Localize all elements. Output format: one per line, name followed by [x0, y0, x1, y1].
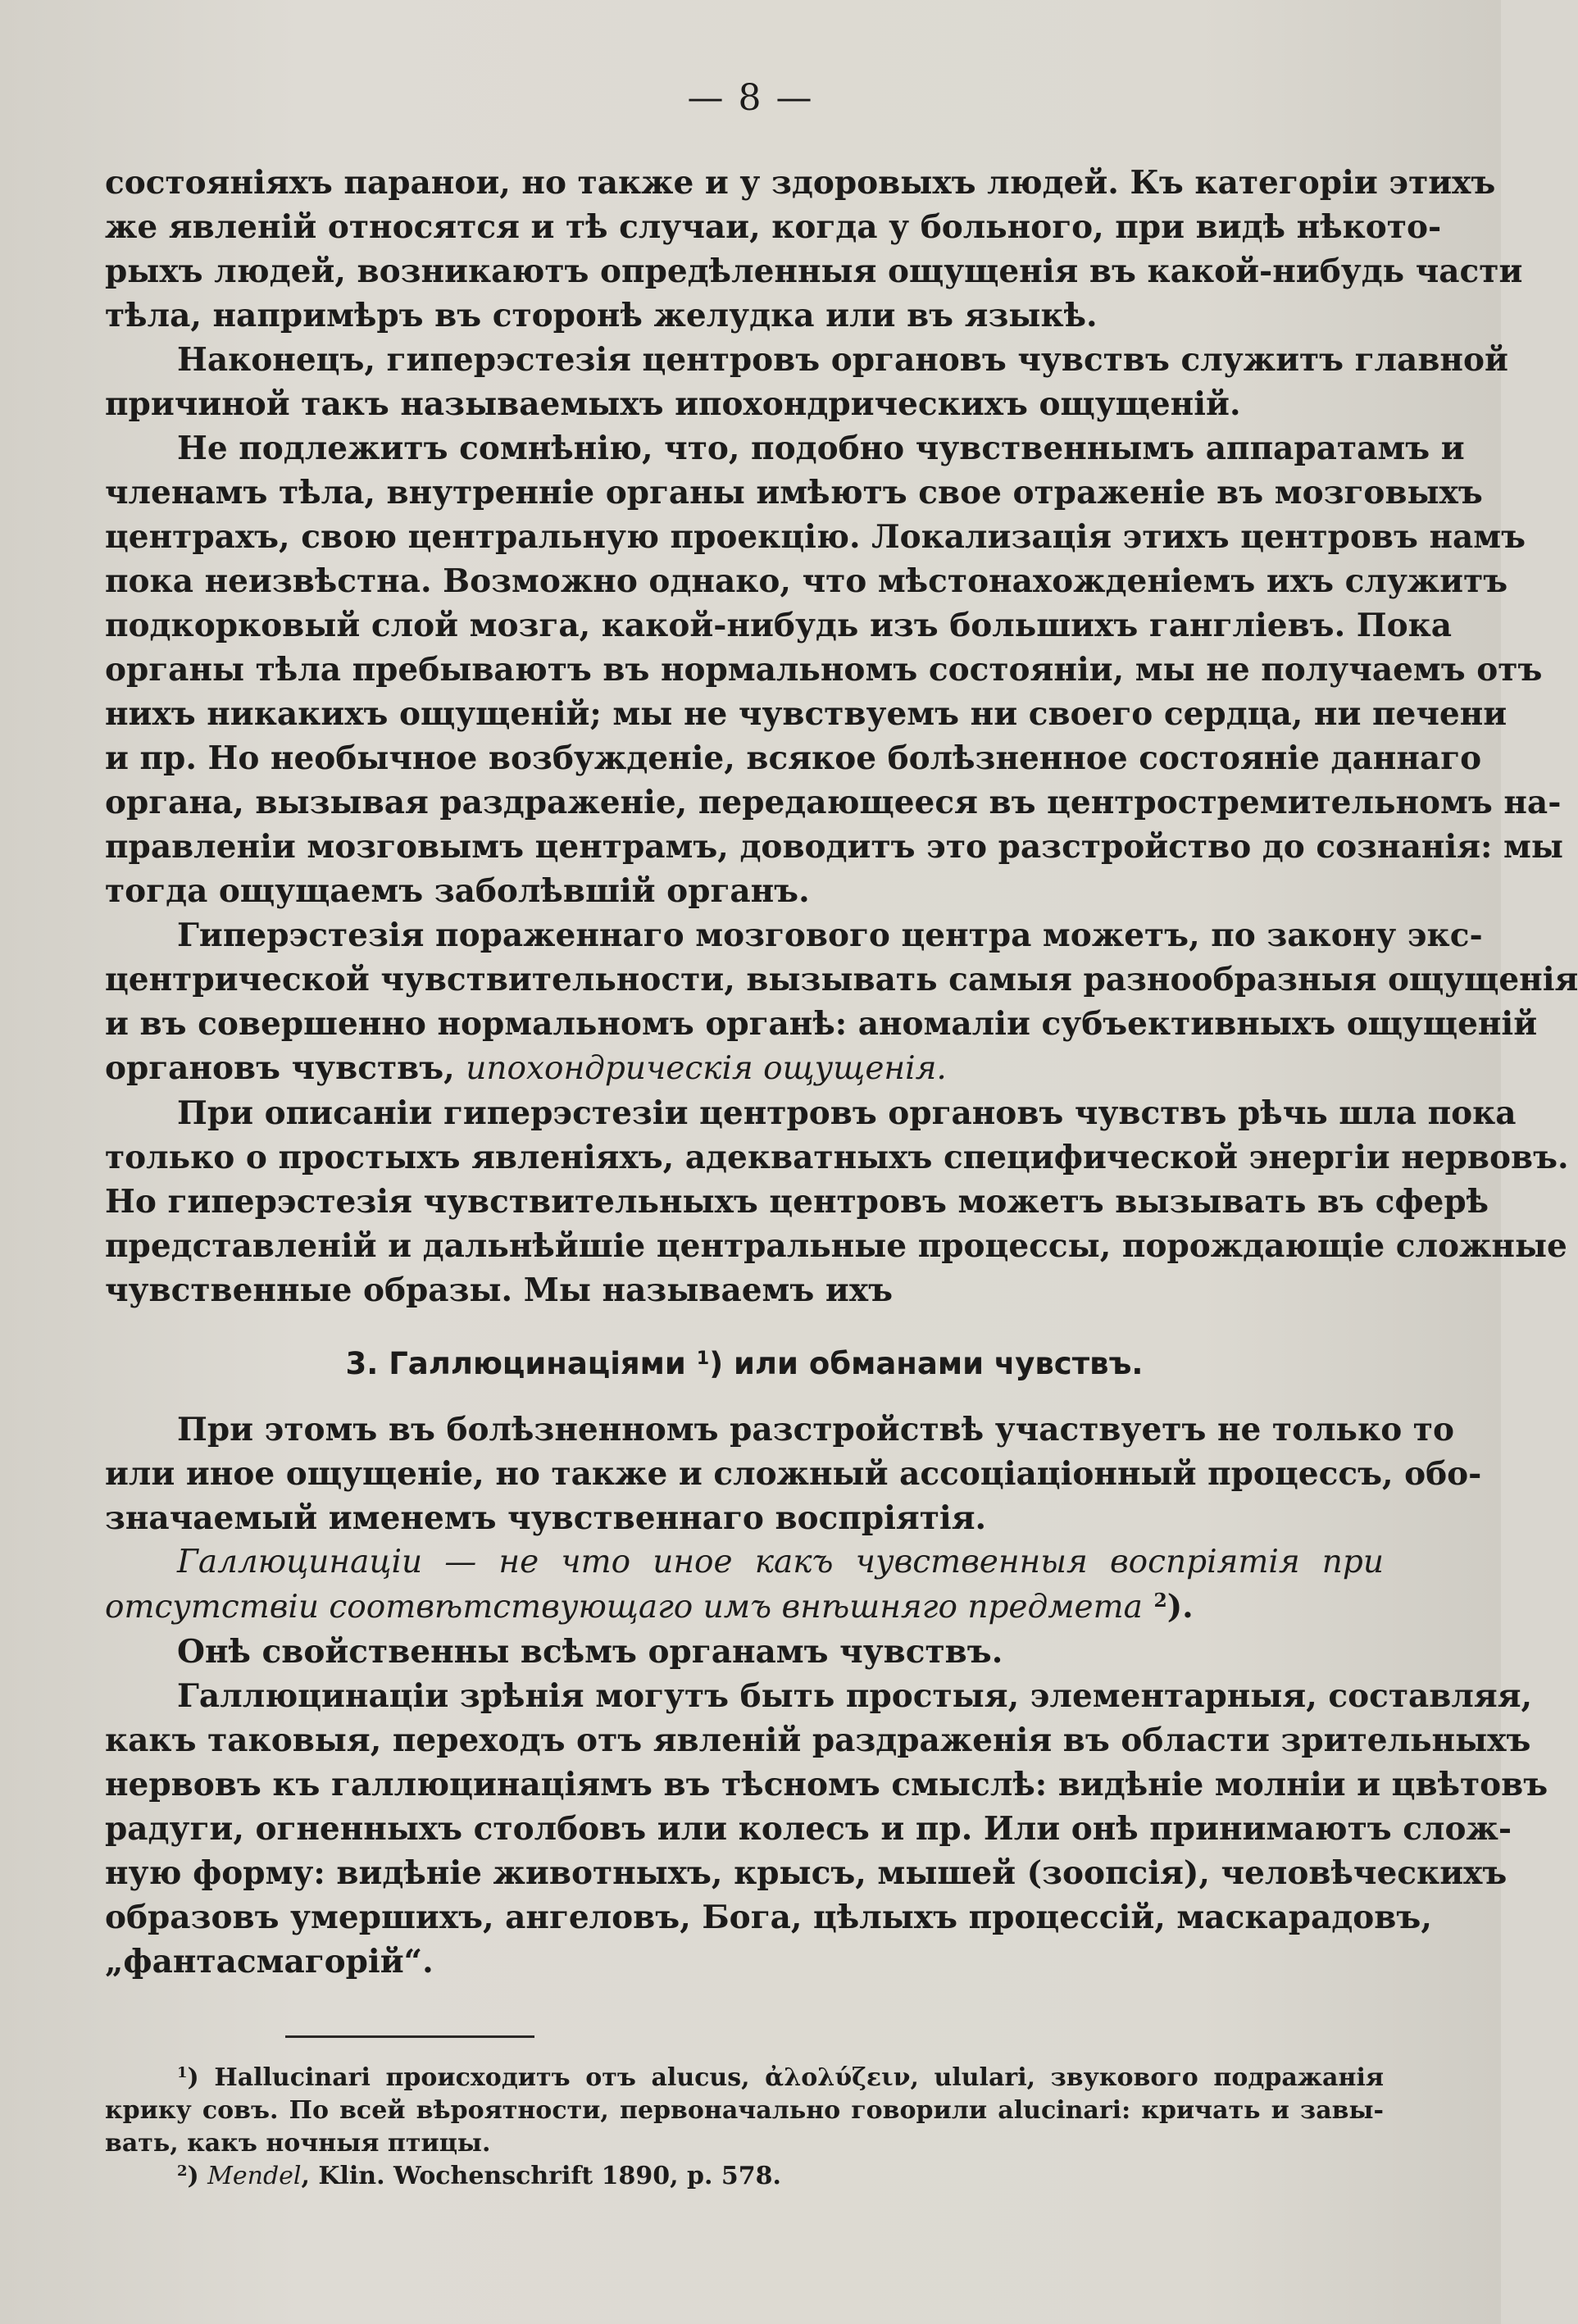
text-line	[105, 692, 1508, 736]
text-line-content: органы тѣла пребываютъ въ нормальномъ состояніи, мы не получаемъ отъ	[105, 651, 1543, 689]
text-line	[105, 1496, 1384, 1540]
text-line	[105, 1630, 1384, 1674]
text-line	[105, 780, 1562, 825]
text-line	[105, 1807, 1512, 1851]
text-line	[105, 1851, 1508, 1895]
text-line	[105, 471, 1483, 515]
text-line-content: тѣла, напримѣръ въ сторонѣ желудка или въ языкѣ.	[105, 297, 1098, 334]
footnotes	[105, 2062, 1384, 2193]
paragraph-block-2	[105, 1408, 1482, 1540]
text-line-content: органа, вызывая раздраженіе, передающееся въ центростремительномъ на-	[105, 784, 1562, 821]
footnote-2-mark: 2	[177, 2163, 188, 2181]
paragraph-block-1	[105, 161, 1578, 1312]
text-line-content: Наконецъ, гиперэстезія центровъ органовъ чувствъ служитъ главной	[177, 341, 1508, 379]
text-line-content: При этомъ въ болѣзненномъ разстройствѣ участвуетъ не только то	[177, 1411, 1454, 1449]
definition-tail: ).	[1166, 1588, 1194, 1626]
text-line-content: образовъ умершихъ, ангеловъ, Бога, цѣлыхъ процессій, маскарадовъ,	[105, 1899, 1432, 1936]
footnote-2-line: $^2$) Mendel, Klin. Wochenschrift 1890, p. 578.	[177, 2162, 781, 2190]
text-line	[105, 515, 1526, 559]
text-line	[105, 1452, 1482, 1496]
text-line	[105, 869, 1384, 913]
text-line	[105, 559, 1508, 603]
text-line-content: же явленій относятся и тѣ случаи, когда у больного, при видѣ нѣкото-	[105, 208, 1442, 246]
italic-phrase: ипохондрическія ощущенія.	[466, 1050, 947, 1087]
text-line	[105, 825, 1563, 869]
text-line-content: представленій и дальнѣйшіе центральные процессы, порождающіе сложные	[105, 1227, 1567, 1265]
text-line	[105, 338, 1508, 382]
footnote-divider	[285, 2035, 534, 2038]
text-line-content: При описаніи гиперэстезіи центровъ органовъ чувствъ рѣчь шла пока	[177, 1094, 1517, 1132]
text-line	[105, 382, 1384, 426]
text-line-content: какъ таковыя, переходъ отъ явленій раздраженія въ области зрительныхъ	[105, 1721, 1531, 1759]
footnote-2-author: Mendel	[207, 2162, 302, 2190]
text-line	[105, 1674, 1533, 1718]
text-line	[105, 913, 1483, 957]
text-line	[105, 957, 1578, 1002]
footnote-1-line-3: вать, какъ ночныя птицы.	[105, 2129, 491, 2158]
text-line-content: ную форму: видѣніе животныхъ, крысъ, мышей (зоопсія), человѣческихъ	[105, 1854, 1508, 1892]
footnote-1-line-2: крику совъ. По всей вѣроятности, первоначально говорили alucinari: кричать и завы-	[105, 2096, 1384, 2125]
footnote-ref-2: 2	[1153, 1589, 1167, 1612]
text-line-content: нервовъ къ галлюцинаціямъ въ тѣсномъ смыслѣ: видѣніе молніи и цвѣтовъ	[105, 1766, 1548, 1803]
text-line-content: и пр. Но необычное возбужденіе, всякое болѣзненное состояніе даннаго	[105, 739, 1482, 777]
text-line	[105, 736, 1482, 780]
text-line	[105, 1940, 1384, 1984]
text-line-content: значаемый именемъ чувственнаго воспріятія.	[105, 1499, 987, 1537]
text-line-content: нихъ никакихъ ощущеній; мы не чувствуемъ ни своего сердца, ни печени	[105, 695, 1508, 733]
page-number: — 8 —	[687, 77, 814, 119]
footnote-1-text-1: Hallucinari происходитъ отъ alucus, ἀλολύζειν, ululari, звукового подражанія	[214, 2063, 1385, 2092]
text-line	[105, 1046, 1384, 1091]
text-line-content: радуги, огненныхъ столбовъ или колесъ и пр. Или онѣ принимаютъ слож-	[105, 1810, 1512, 1848]
definition-line-1: Галлюцинаціи — не что иное какъ чувственныя воспріятія при	[177, 1544, 1384, 1580]
body-text	[105, 161, 1578, 1984]
definition-line-2	[105, 1585, 1384, 1630]
text-line-content: центрахъ, свою центральную проекцію. Локализація этихъ центровъ намъ	[105, 518, 1526, 556]
text-line-content: органовъ чувствъ,	[105, 1049, 466, 1087]
text-line-content: только о простыхъ явленіяхъ, адекватныхъ специфической энергіи нервовъ.	[105, 1139, 1569, 1176]
paragraph-block-3	[105, 1630, 1548, 1984]
text-line-content: чувственные образы. Мы называемъ ихъ	[105, 1271, 894, 1309]
text-line	[105, 249, 1523, 293]
text-line-content: Но гиперэстезія чувствительныхъ центровъ можетъ вызывать въ сферѣ	[105, 1183, 1489, 1221]
text-line	[105, 161, 1496, 205]
text-line-content: правленіи мозговымъ центрамъ, доводитъ это разстройство до сознанія: мы	[105, 828, 1563, 866]
text-line-content: подкорковый слой мозга, какой-нибудь изъ большихъ гангліевъ. Пока	[105, 607, 1453, 644]
text-line-content: и въ совершенно нормальномъ органѣ: аномаліи субъективныхъ ощущеній	[105, 1005, 1538, 1043]
text-line-content: членамъ тѣла, внутренніе органы имѣютъ свое отраженіе въ мозговыхъ	[105, 474, 1483, 512]
text-line	[105, 603, 1453, 648]
text-line-content: Гиперэстезія пораженнаго мозгового центра можетъ, по закону экс-	[177, 916, 1483, 954]
text-line	[105, 1408, 1454, 1452]
text-line	[105, 1224, 1567, 1268]
text-line	[105, 1268, 1384, 1312]
text-line-content: „фантасмагорій“.	[105, 1943, 434, 1981]
footnote-ref-1: 1	[696, 1347, 710, 1369]
text-line-content: Не подлежитъ сомнѣнію, что, подобно чувственнымъ аппаратамъ и	[177, 430, 1465, 467]
text-line	[105, 205, 1442, 249]
text-line-content: состояніяхъ паранои, но также и у здоровыхъ людей. Къ категоріи этихъ	[105, 164, 1496, 202]
footnote-2-text: , Klin. Wochenschrift 1890, p. 578.	[301, 2162, 781, 2190]
section-heading-rest: или обманами чувствъ.	[723, 1346, 1144, 1381]
text-line-content: рыхъ людей, возникаютъ опредѣленныя ощущенія въ какой-нибудь части	[105, 252, 1523, 290]
definition-line-2-text: отсутствіи соотвѣтствующаго имъ внѣшняго предмета	[105, 1589, 1143, 1626]
footnote-1-mark: 1	[177, 2064, 188, 2082]
text-line-content: центрической чувствительности, вызывать самыя разнообразныя ощущенія	[105, 961, 1578, 998]
text-line-content: или иное ощущеніе, но также и сложный ассоціаціонный процессъ, обо-	[105, 1455, 1482, 1493]
text-line	[105, 1091, 1517, 1135]
footnote-1-line-1: $^1$) Hallucinari происходитъ отъ alucus, ἀλολύζειν, ululari, звукового подражанія	[177, 2063, 1385, 2092]
text-line-content: причиной такъ называемыхъ ипохондрическихъ ощущеній.	[105, 385, 1241, 423]
text-line	[105, 1718, 1531, 1762]
text-line	[105, 1762, 1548, 1807]
text-line	[105, 1180, 1489, 1224]
text-line-content: Онѣ свойственны всѣмъ органамъ чувствъ.	[177, 1633, 1003, 1671]
section-heading: 3. Галлюцинаціями $^1$) или обманами чувствъ.	[345, 1346, 1144, 1381]
text-line	[105, 426, 1465, 471]
text-line	[105, 1135, 1569, 1180]
text-line	[105, 1002, 1538, 1046]
text-line-content: тогда ощущаемъ заболѣвшій органъ.	[105, 872, 810, 910]
text-line-content: пока неизвѣстна. Возможно однако, что мѣстонахожденіемъ ихъ служитъ	[105, 562, 1508, 600]
section-heading-title: 3. Галлюцинаціями	[345, 1346, 686, 1381]
text-line	[105, 293, 1384, 338]
text-line-content: Галлюцинаціи зрѣнія могутъ быть простыя, элементарныя, составляя,	[177, 1677, 1533, 1715]
text-line	[105, 648, 1543, 692]
text-line	[105, 1895, 1432, 1940]
